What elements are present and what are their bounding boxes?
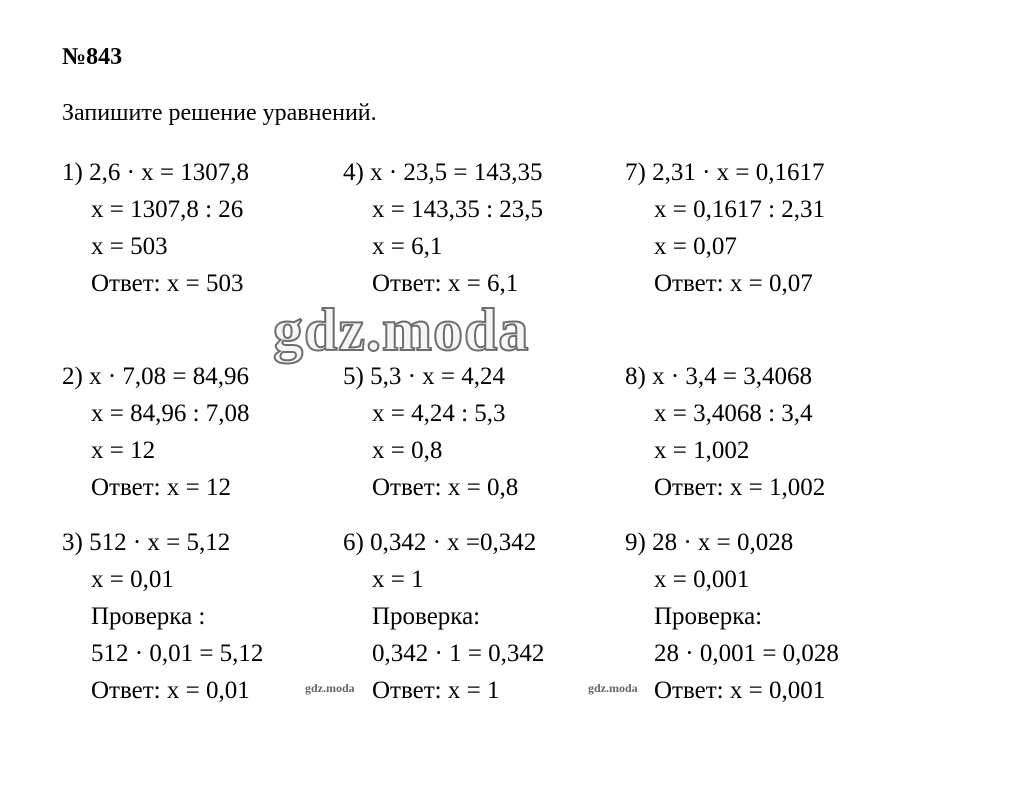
check-label: Проверка : bbox=[91, 603, 206, 630]
solution-step: x = 1 bbox=[372, 566, 424, 593]
answer: Ответ: x = 1 bbox=[372, 677, 500, 704]
solution-step: x = 6,1 bbox=[372, 233, 443, 260]
answer: Ответ: x = 12 bbox=[91, 474, 231, 501]
equation: 4) x · 23,5 = 143,35 bbox=[343, 159, 543, 186]
solution-7 bbox=[625, 154, 825, 302]
solution-8 bbox=[625, 358, 825, 506]
equation: 8) x · 3,4 = 3,4068 bbox=[625, 363, 812, 390]
solution-step: x = 0,07 bbox=[654, 233, 737, 260]
equation: 3) 512 · x = 5,12 bbox=[62, 529, 231, 556]
solution-step: x = 4,24 : 5,3 bbox=[372, 400, 506, 427]
solution-step: x = 0,8 bbox=[372, 437, 443, 464]
answer: Ответ: x = 503 bbox=[91, 270, 244, 297]
exercise-number: №843 bbox=[62, 44, 123, 70]
task-instruction: Запишите решение уравнений. bbox=[62, 100, 377, 126]
equation: 7) 2,31 · x = 0,1617 bbox=[625, 159, 825, 186]
watermark-small: gdz.moda bbox=[305, 681, 355, 695]
solution-6 bbox=[343, 524, 544, 709]
answer: Ответ: x = 6,1 bbox=[372, 270, 519, 297]
solution-step: x = 0,001 bbox=[654, 566, 750, 593]
equation: 5) 5,3 · x = 4,24 bbox=[343, 363, 505, 390]
solution-step: x = 84,96 : 7,08 bbox=[91, 400, 250, 427]
solution-step: x = 1,002 bbox=[654, 437, 750, 464]
solution-step: x = 3,4068 : 3,4 bbox=[654, 400, 813, 427]
answer: Ответ: x = 0,001 bbox=[654, 677, 826, 704]
equation: 9) 28 · x = 0,028 bbox=[625, 529, 794, 556]
watermark-large: gdz.moda bbox=[273, 297, 530, 363]
check-step: 0,342 · 1 = 0,342 bbox=[372, 640, 545, 667]
equation: 6) 0,342 · x =0,342 bbox=[343, 529, 537, 556]
equation: 2) x · 7,08 = 84,96 bbox=[62, 363, 249, 390]
answer: Ответ: x = 0,07 bbox=[654, 270, 813, 297]
solution-step: x = 12 bbox=[91, 437, 156, 464]
answer: Ответ: x = 0,01 bbox=[91, 677, 250, 704]
solution-step: x = 1307,8 : 26 bbox=[91, 196, 244, 223]
solution-step: x = 503 bbox=[91, 233, 168, 260]
solution-5 bbox=[343, 358, 518, 506]
solution-step: x = 143,35 : 23,5 bbox=[372, 196, 544, 223]
check-label: Проверка: bbox=[654, 603, 763, 630]
solution-2 bbox=[62, 358, 250, 506]
check-step: 28 · 0,001 = 0,028 bbox=[654, 640, 839, 667]
solution-step: x = 0,1617 : 2,31 bbox=[654, 196, 826, 223]
answer: Ответ: x = 1,002 bbox=[654, 474, 826, 501]
solution-9 bbox=[625, 524, 839, 709]
watermark-small: gdz.moda bbox=[588, 681, 638, 695]
equation: 1) 2,6 · x = 1307,8 bbox=[62, 159, 249, 186]
solution-4 bbox=[343, 154, 543, 302]
check-label: Проверка: bbox=[372, 603, 481, 630]
solution-3 bbox=[62, 524, 263, 709]
answer: Ответ: x = 0,8 bbox=[372, 474, 519, 501]
solution-1 bbox=[62, 154, 249, 302]
check-step: 512 · 0,01 = 5,12 bbox=[91, 640, 264, 667]
solution-step: x = 0,01 bbox=[91, 566, 174, 593]
